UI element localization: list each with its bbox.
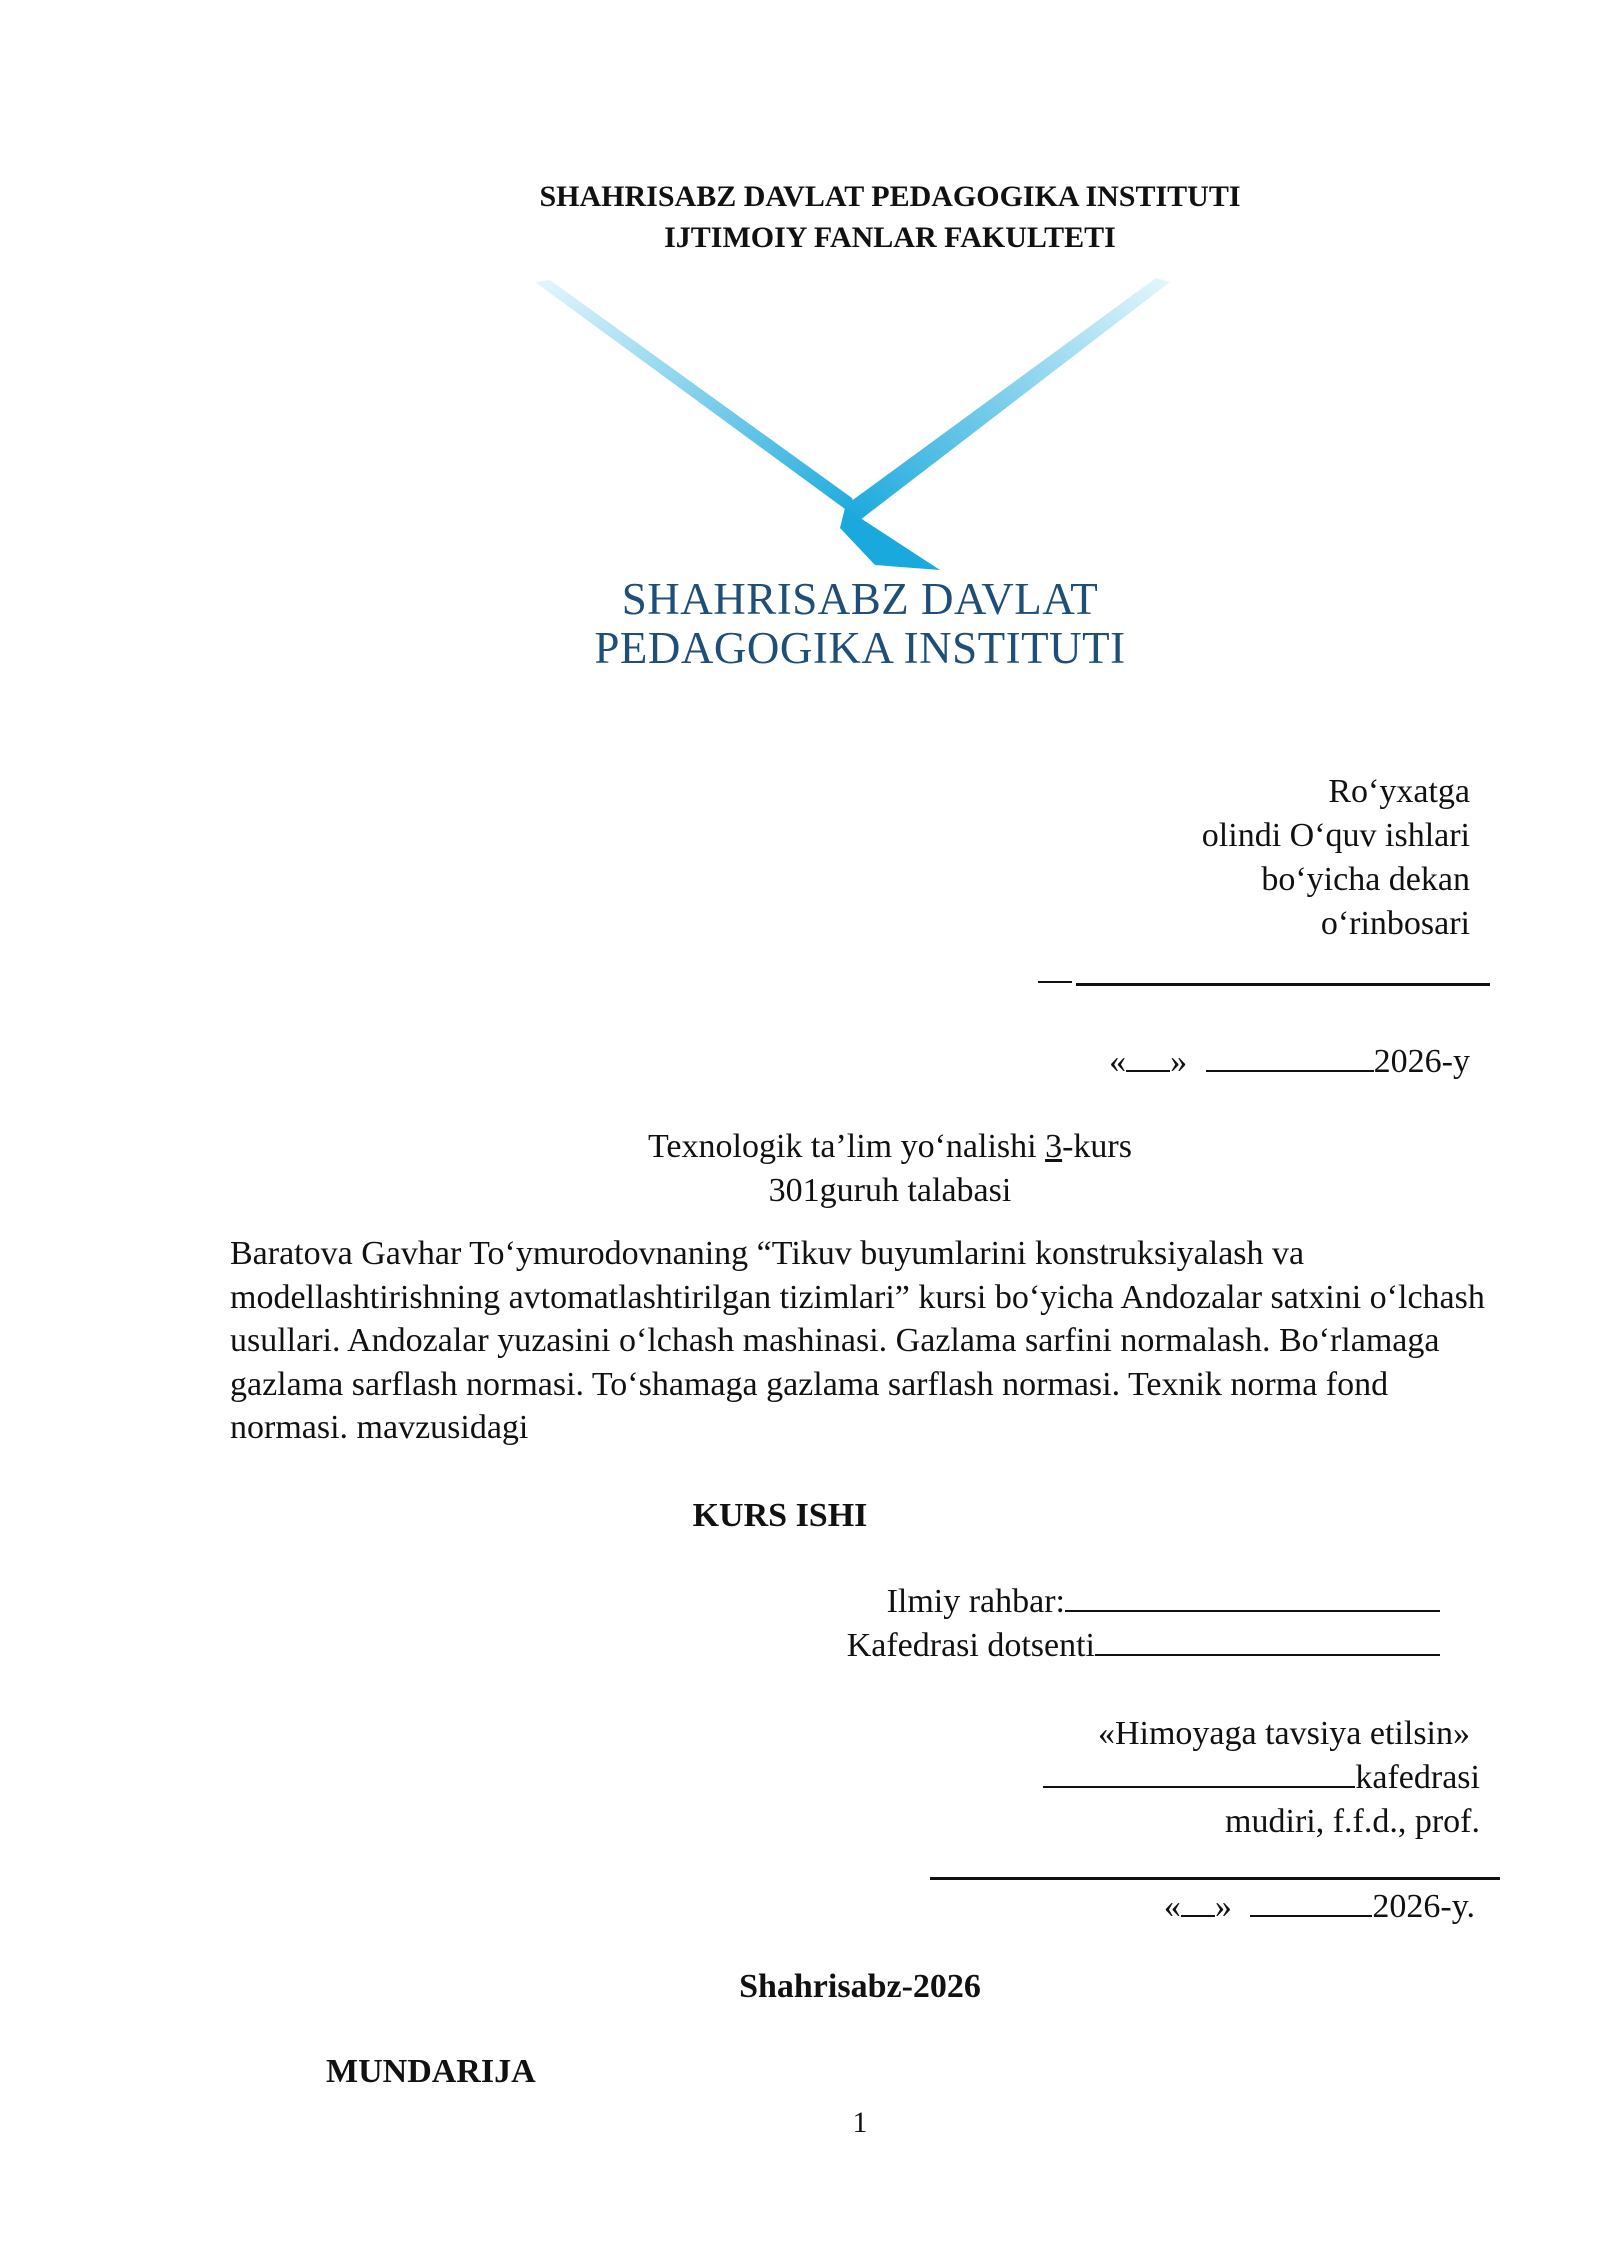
- date-open-quote: «: [1109, 1043, 1127, 1080]
- department-advisor-line: [800, 1624, 1440, 1668]
- institute-logo-icon: [530, 270, 1170, 575]
- direction-text: Texnologik ta’lim yo‘nalishi: [648, 1128, 1046, 1165]
- docent-blank: [1095, 1624, 1440, 1656]
- head-signature-line: [930, 1877, 1500, 1880]
- work-type-title: KURS ISHI: [692, 1497, 868, 1534]
- defense-day-blank: [1181, 1885, 1215, 1917]
- department-blank: [1043, 1756, 1355, 1788]
- date-year: 2026-y: [1373, 1043, 1470, 1080]
- approval-line-1: Ro‘yxatga: [1328, 773, 1470, 810]
- course-suffix: -kurs: [1062, 1128, 1132, 1165]
- month-blank: [1206, 1040, 1374, 1072]
- city-year: Shahrisabz-2026: [739, 1968, 981, 2005]
- department-suffix: kafedrasi: [1355, 1759, 1480, 1796]
- faculty-name: IJTIMOIY FANLAR FAKULTETI: [664, 221, 1116, 254]
- head-line: mudiri, f.f.d., prof.: [1225, 1803, 1480, 1840]
- defense-date-open: «: [1163, 1888, 1181, 1925]
- recommend-line: «Himoyaga tavsiya etilsin»: [1097, 1715, 1470, 1752]
- advisor-blank: [1065, 1580, 1440, 1612]
- defense-date-year: 2026-y.: [1372, 1888, 1475, 1925]
- advisor-line: [800, 1580, 1440, 1624]
- group-line: 301guruh talabasi: [768, 1172, 1012, 1209]
- defense-date-close: »: [1214, 1888, 1232, 1925]
- course-number: 3: [1045, 1128, 1063, 1165]
- logo-text-line2: PEDAGOGIKA INSTITUTI: [594, 623, 1126, 673]
- topic-paragraph: Baratova Gavhar To‘ymurodovnaning “Tikuv buyumlarini konstruksiyalash va modellashtirishning avtomatlashtirilgan tizimlari” kursi bo‘yicha Andozalar satxini o‘lchash usullari. Andozalar yuzasini o‘lchash mashinasi. Gazlama sarfini normalash. Bo‘rlamaga gazlama sarflash normasi. To‘shamaga gazlama sarflash normasi. Texnik norma fond normasi. mavzusidagi: [230, 1235, 1485, 1446]
- signature-line-short: [1038, 981, 1072, 983]
- advisor-block: [800, 1580, 1440, 1668]
- date-close-quote: »: [1170, 1043, 1188, 1080]
- docent-label: Kafedrasi dotsenti: [846, 1627, 1095, 1664]
- advisor-label: Ilmiy rahbar:: [886, 1583, 1065, 1620]
- contents-heading: MUNDARIJA: [326, 2053, 536, 2090]
- approval-line-3: bo‘yicha dekan: [1261, 861, 1470, 898]
- defense-date: [1090, 1885, 1475, 1926]
- defense-month-blank: [1250, 1885, 1372, 1917]
- registration-date: [1090, 1040, 1470, 1081]
- department-line: [900, 1756, 1480, 1800]
- signature-line: [1076, 983, 1490, 986]
- page-number: 1: [852, 2106, 868, 2139]
- defense-block: [900, 1712, 1480, 1844]
- approval-line-2: olindi O‘quv ishlari: [1201, 817, 1470, 854]
- approval-line-4: o‘rinbosari: [1320, 905, 1470, 942]
- logo-text-line1: SHAHRISABZ DAVLAT: [621, 574, 1099, 624]
- direction-line: [0, 1125, 1600, 1169]
- institute-name: SHAHRISABZ DAVLAT PEDAGOGIKA INSTITUTI: [539, 180, 1241, 213]
- approval-block: [1000, 770, 1470, 946]
- student-info: [0, 1125, 1600, 1213]
- institute-header: [0, 176, 1600, 258]
- day-blank: [1126, 1040, 1170, 1072]
- logo-text: [0, 575, 1600, 673]
